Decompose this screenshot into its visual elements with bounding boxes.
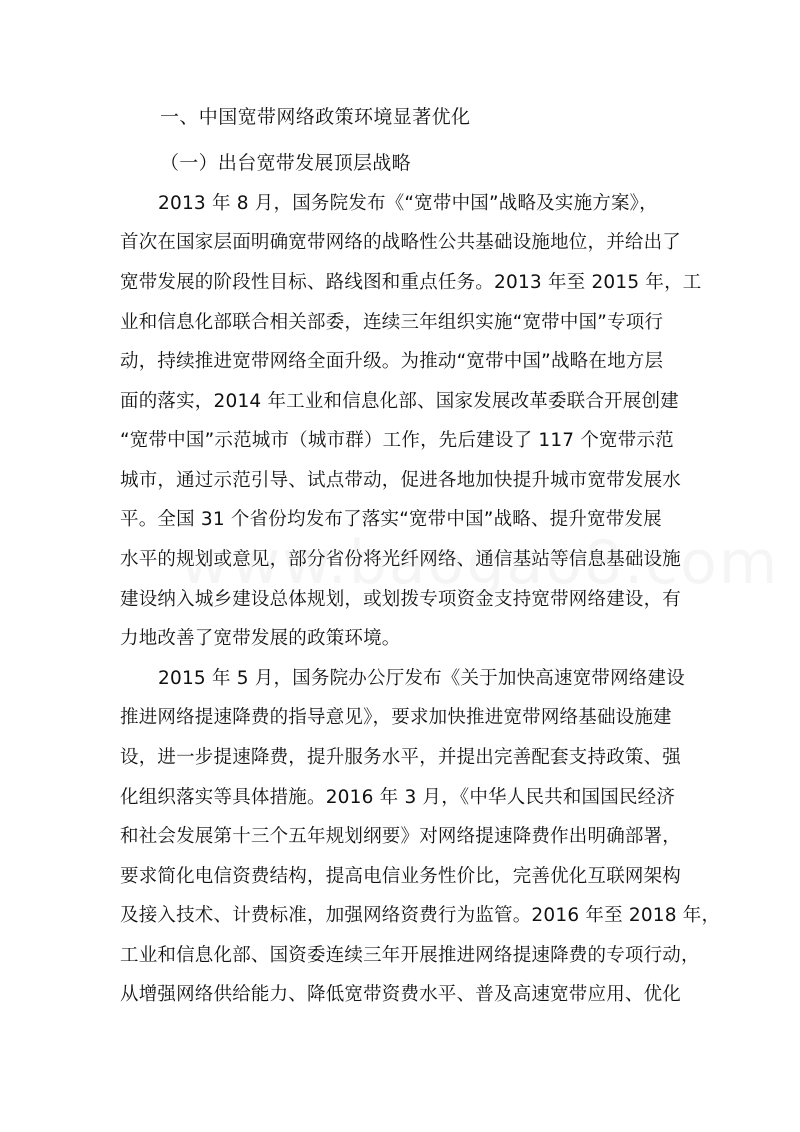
paragraph-2-line: 推进网络提速降费的指导意见》，要求加快推进宽带网络基础设施建 (120, 707, 672, 728)
paragraph-2-line: 2015 年 5 月，国务院办公厅发布《关于加快高速宽带网络建设 (158, 668, 685, 689)
paragraph-1-line: 动，持续推进宽带网络全面升级。为推动“宽带中国”战略在地方层 (120, 351, 664, 372)
paragraph-1-line: 宽带发展的阶段性目标、路线图和重点任务。2013 年至 2015 年，工 (120, 272, 702, 293)
paragraph-2-line: 工业和信息化部、国资委连续三年开展推进网络提速降费的专项行动， (120, 945, 700, 966)
paragraph-1-line: 首次在国家层面明确宽带网络的战略性公共基础设施地位，并给出了 (120, 232, 682, 253)
paragraph-2-line: 和社会发展第十三个五年规划纲要》对网络提速降费作出明确部署， (120, 826, 682, 847)
paragraph-1-line: 平。全国 31 个省份均发布了落实“宽带中国”战略、提升宽带发展 (120, 509, 662, 530)
subsection-heading: （一）出台宽带发展顶层战略 (160, 152, 411, 174)
paragraph-1-line: 业和信息化部联合相关部委，连续三年组织实施“宽带中国”专项行 (120, 312, 664, 333)
paragraph-1-line: “宽带中国”示范城市（城市群）工作，先后建设了 117 个宽带示范 (120, 430, 674, 451)
paragraph-2-line: 要求简化电信资费结构，提高电信业务性价比，完善优化互联网架构 (120, 866, 682, 887)
paragraph-2-line: 从增强网络供给能力、降低宽带资费水平、普及高速宽带应用、优化 (120, 984, 682, 1005)
paragraph-2-line: 设，进一步提速降费，提升服务水平，并提出完善配套支持政策、强 (120, 747, 682, 768)
paragraph-1-line: 建设纳入城乡建设总体规划，或划拨专项资金支持宽带网络建设，有 (120, 589, 682, 610)
paragraph-2-line: 及接入技术、计费标准，加强网络资费行为监管。2016 年至 2018 年， (120, 905, 721, 926)
paragraph-1-line: 城市，通过示范引导、试点带动，促进各地加快提升城市宽带发展水 (120, 470, 682, 491)
paragraph-1-line: 力地改善了宽带发展的政策环境。 (120, 628, 401, 649)
paragraph-2-line: 化组织落实等具体措施。2016 年 3 月，《中华人民共和国国民经济 (120, 787, 676, 808)
paragraph-1-line: 面的落实，2014 年工业和信息化部、国家发展改革委联合开展创建 (120, 391, 679, 412)
paragraph-1-line: 2013 年 8 月，国务院发布《“宽带中国”战略及实施方案》， (158, 193, 658, 214)
paragraph-1-line: 水平的规划或意见，部分省份将光纤网络、通信基站等信息基础设施 (120, 549, 682, 570)
section-heading: 一、中国宽带网络政策环境显著优化 (160, 106, 471, 128)
